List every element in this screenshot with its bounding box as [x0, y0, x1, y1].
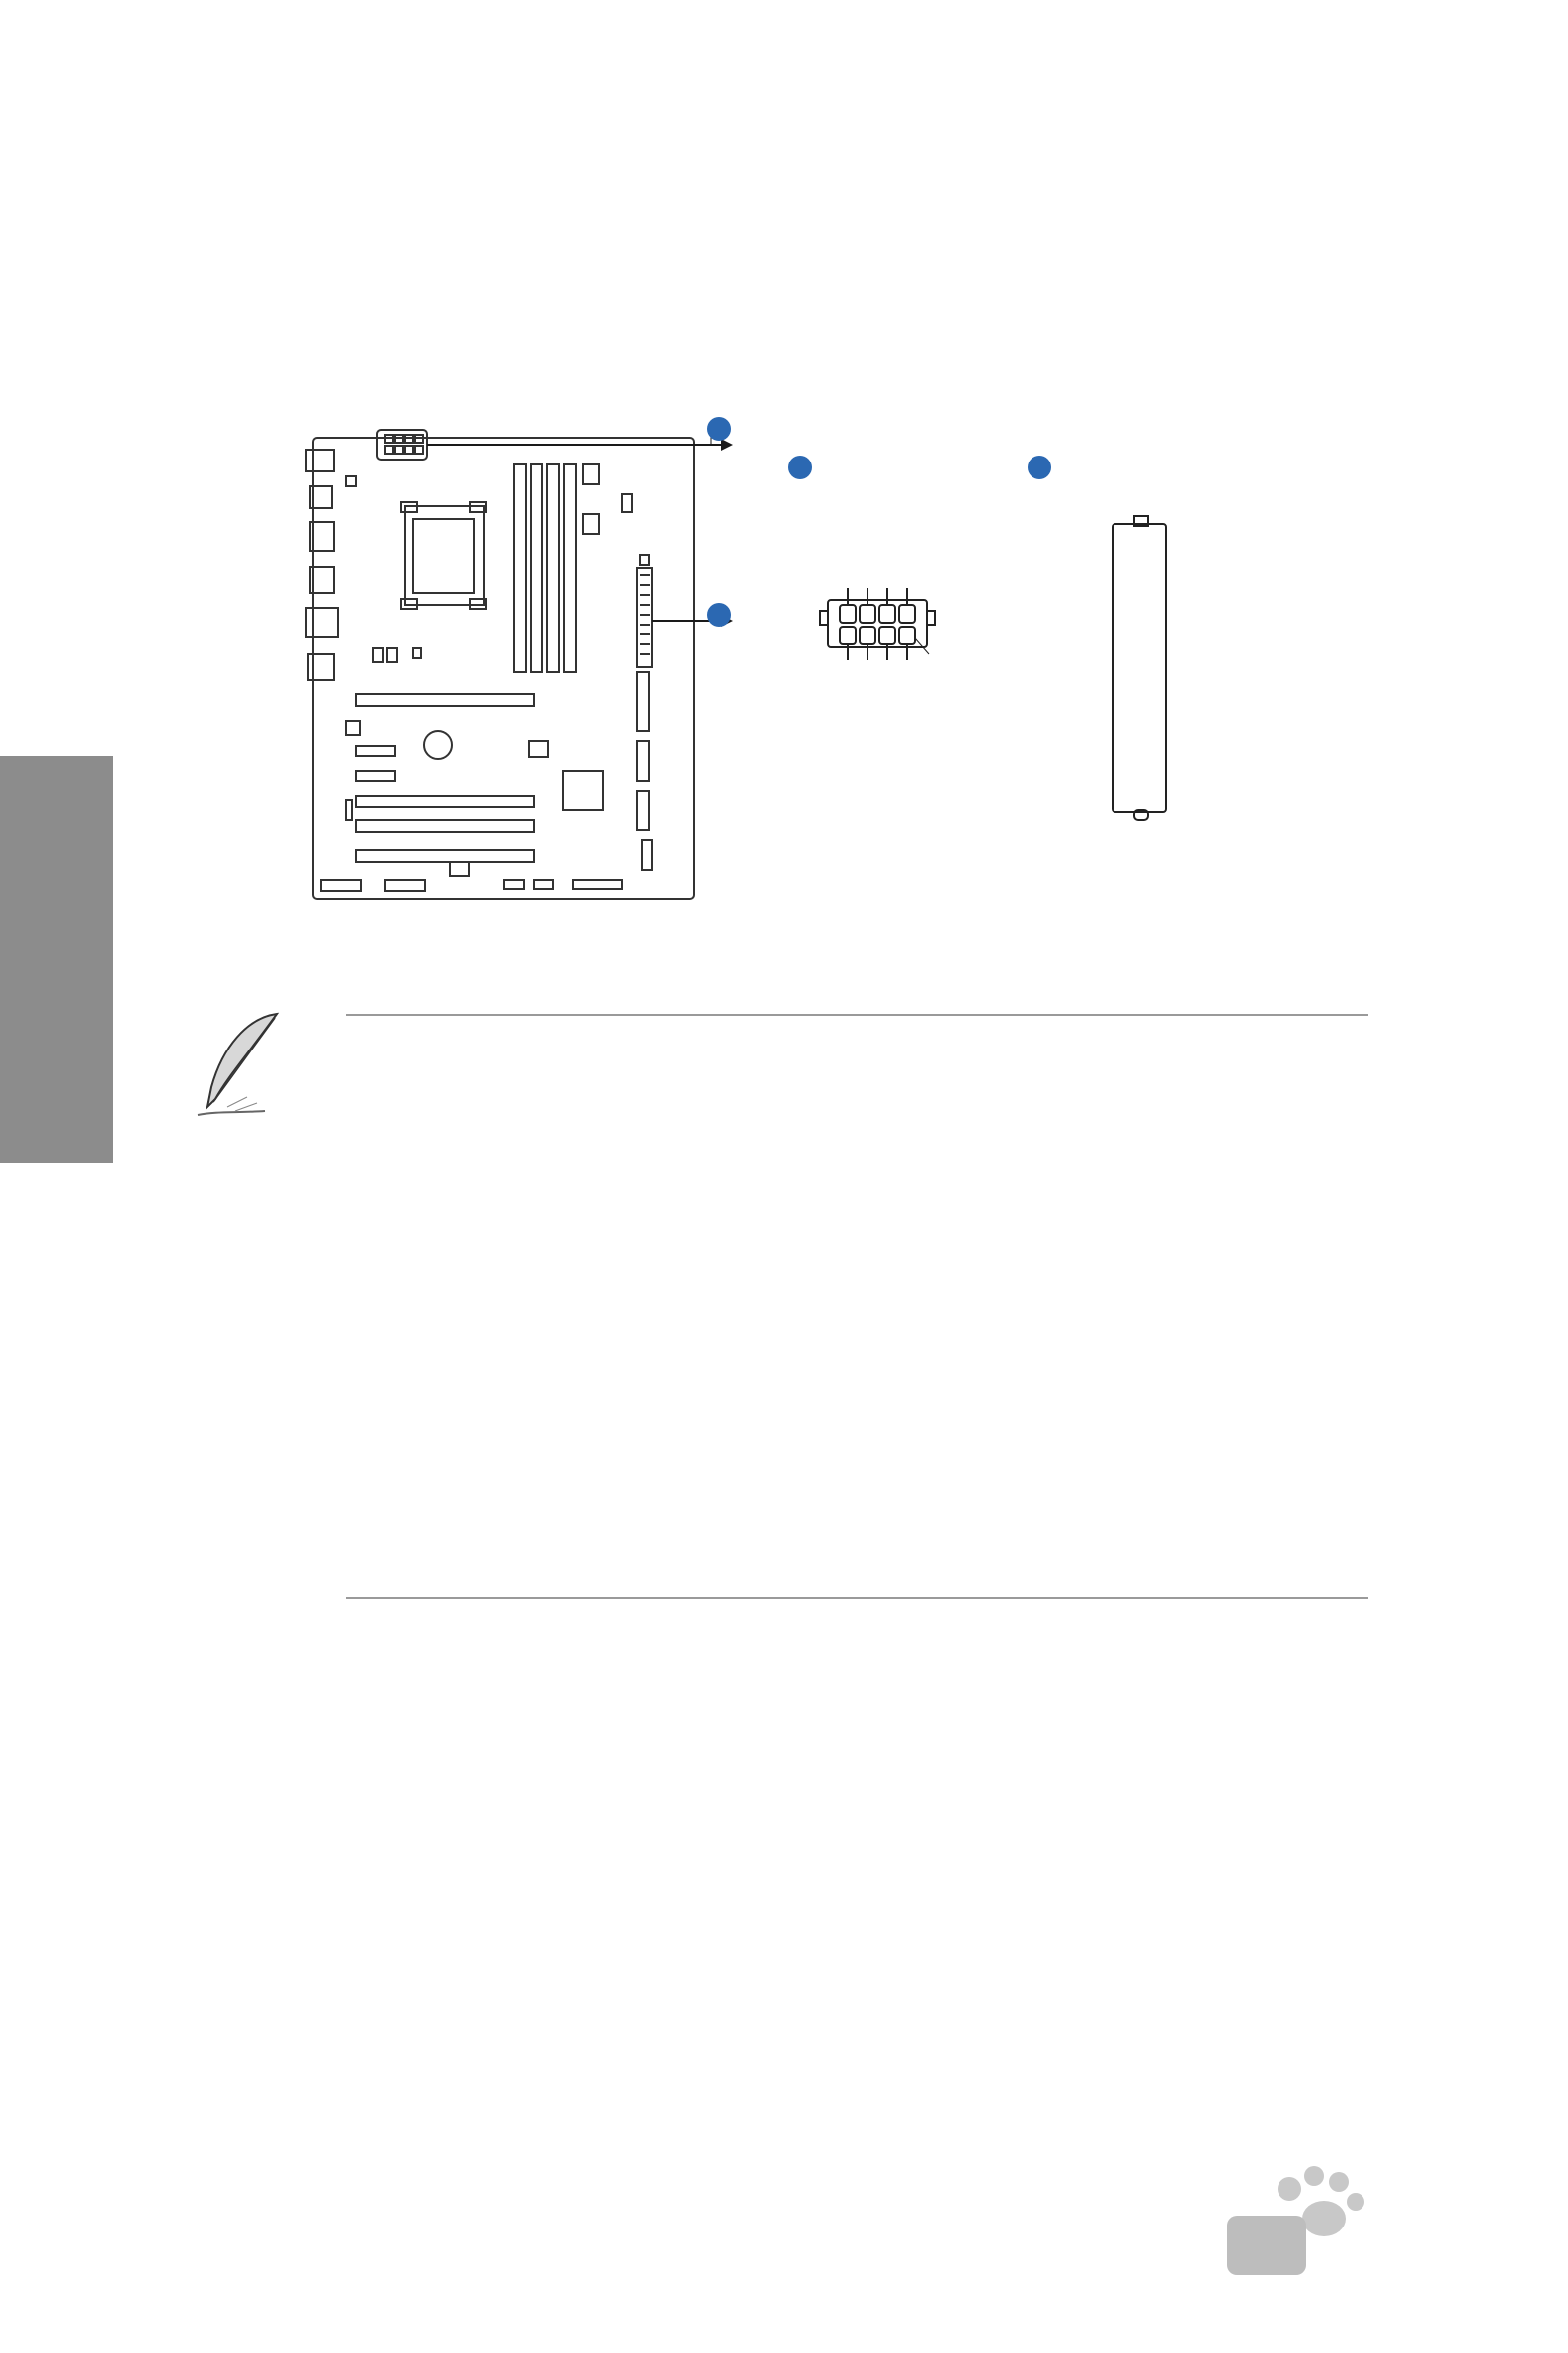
pcie-slot — [356, 694, 534, 706]
notes-top-rule — [346, 1014, 1368, 1016]
io-port — [308, 654, 334, 680]
callout-b-badge — [707, 603, 731, 627]
eatxpwr-badge — [1028, 456, 1051, 479]
power-connector-figure — [296, 405, 1284, 909]
arrow-right-icon — [721, 439, 733, 451]
chapter-side-tab — [0, 756, 113, 1163]
baidu-watermark — [1107, 2154, 1472, 2322]
section-heading — [188, 198, 200, 228]
eatx12v-badge — [788, 456, 812, 479]
page-footer — [109, 2227, 124, 2265]
board-eatxpwr-connector — [637, 568, 652, 667]
io-port — [306, 450, 334, 471]
feather-pen-icon — [188, 1008, 287, 1122]
dimm-slot — [531, 464, 542, 672]
dimm-slot — [514, 464, 526, 672]
dimm-slot — [564, 464, 576, 672]
dimm-slot — [547, 464, 559, 672]
chipset — [563, 771, 603, 810]
notes-bottom-rule — [346, 1597, 1368, 1599]
notes-list — [356, 1018, 1368, 1033]
callout-a-badge — [707, 417, 731, 441]
pcie-slot — [356, 850, 534, 862]
pcie-slot — [356, 820, 534, 832]
cpu-socket — [405, 506, 484, 605]
small-component — [346, 476, 356, 486]
motherboard-diagram — [306, 430, 694, 899]
eatx12v-connector-drawing — [820, 588, 935, 660]
pcie-slot — [356, 796, 534, 807]
eatxpwr-connector-drawing — [1113, 516, 1166, 820]
io-port — [306, 608, 338, 637]
